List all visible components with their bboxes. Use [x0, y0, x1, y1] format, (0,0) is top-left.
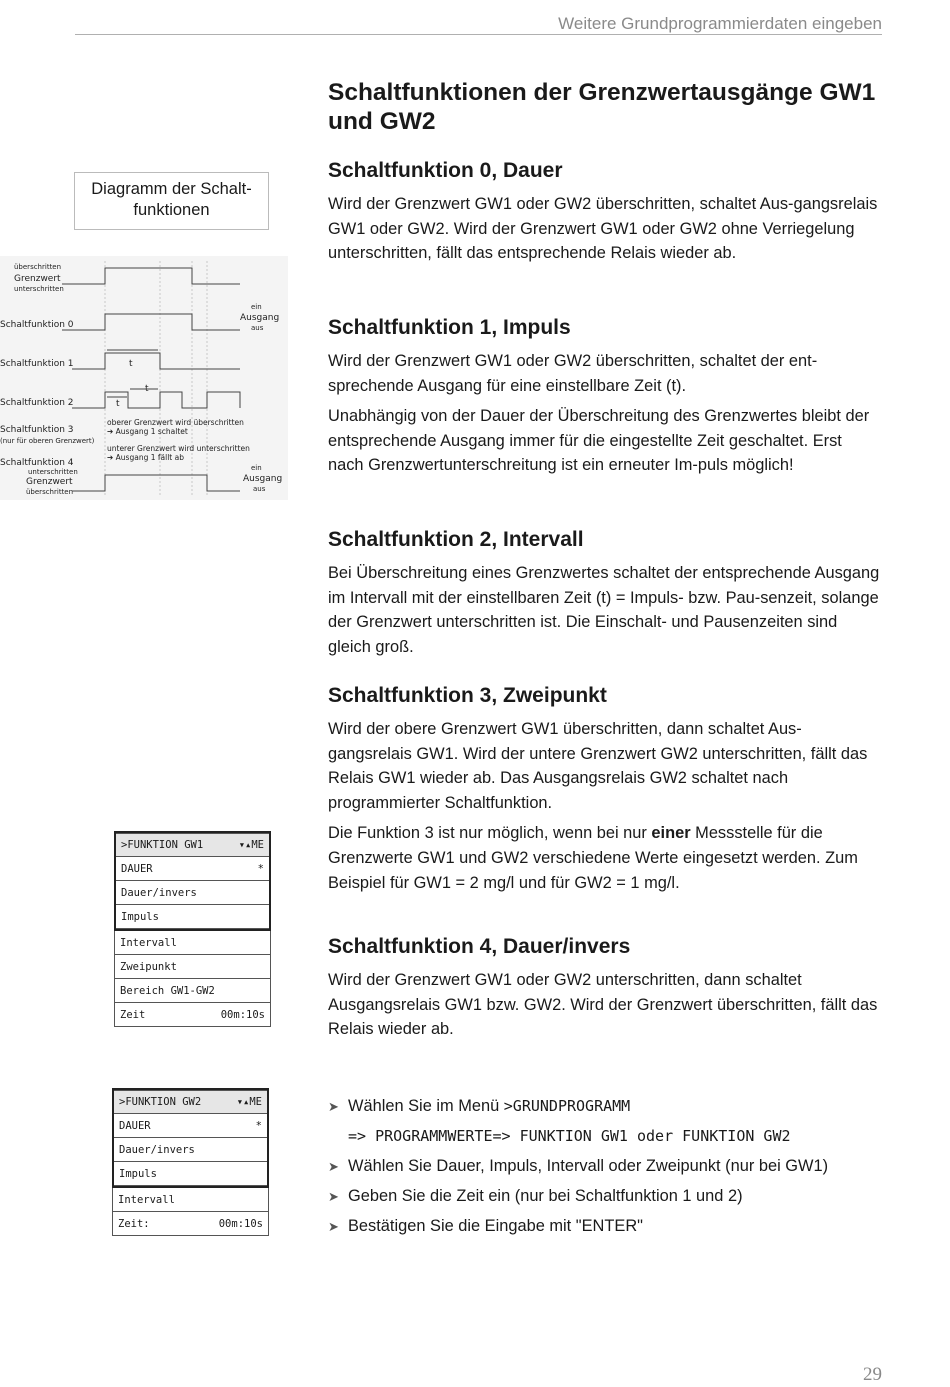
section-heading: Schaltfunktion 2, Intervall: [328, 528, 584, 551]
diagram-label-aus-2: aus: [253, 485, 266, 493]
diagram-label-sf4-ueberschritten: überschritten: [26, 488, 74, 496]
emphasis-text: einer: [651, 824, 691, 843]
section-heading: Schaltfunktion 3, Zweipunkt: [328, 684, 607, 707]
instruction-text: Wählen Sie Dauer, Impuls, Intervall oder Zweipunkt (nur bei GW1): [348, 1157, 829, 1175]
text-run: Die Funktion 3 ist nur möglich, wenn bei nur: [328, 824, 652, 843]
lcd-option-impuls[interactable]: [114, 1162, 267, 1186]
switching-diagram: [0, 256, 288, 500]
diagram-label-grenzwert: Grenzwert: [14, 274, 61, 284]
lcd-option-dauer-invers[interactable]: [116, 881, 269, 905]
lcd-option-label: Bereich GW1-GW2: [120, 984, 215, 997]
lcd-option-intervall[interactable]: [114, 931, 271, 955]
section-paragraph: Wird der Grenzwert GW1 oder GW2 unterschritten, dann schaltet Ausgangsrelais GW1 bzw. GW2. Wird der Grenzwert überschritten, fällt das Relais wieder ab.: [328, 971, 878, 1039]
instruction-item: [328, 1154, 888, 1184]
lcd-option-dauer-invers[interactable]: [114, 1138, 267, 1162]
section-sf3: [328, 683, 880, 901]
lcd-option-zeit[interactable]: [114, 1003, 271, 1027]
lcd-option-label: Zeit:: [118, 1217, 150, 1230]
lcd-option-label: Zweipunkt: [120, 960, 177, 973]
lcd-highlight-frame: [114, 831, 271, 931]
lcd-title: >FUNKTION GW2: [119, 1096, 202, 1108]
text-run: Messstelle für die Grenzwerte GW1 und GW2 verschiedene Werte eingesetzt werden. Zum Beispiel für GW1 = 2 mg/l und für GW2 = 1 mg/l.: [328, 824, 858, 892]
lcd-header-row: [114, 1090, 267, 1114]
instruction-list: [328, 1094, 888, 1244]
diagram-caption-box: Diagramm der Schalt-funktionen: [74, 172, 269, 230]
section-sf2: [328, 527, 880, 665]
diagram-label-unterschritten: unterschritten: [14, 285, 64, 293]
instruction-text: Bestätigen Sie die Eingabe mit "ENTER": [348, 1217, 643, 1235]
diagram-label-ein-2: ein: [251, 464, 262, 472]
section-heading: Schaltfunktion 4, Dauer/invers: [328, 935, 631, 958]
instruction-item: [328, 1094, 888, 1124]
section-paragraph: [328, 821, 880, 895]
lcd-option-label: Intervall: [118, 1193, 175, 1206]
diagram-label-ausgang: Ausgang: [240, 313, 280, 323]
section-paragraph: Wird der Grenzwert GW1 oder GW2 überschritten, schaltet Aus-gangsrelais GW1 oder GW2. Wird der Grenzwert GW1 oder GW2 ohne Verriegelung unterschritten, fällt das entsprechende Relais wieder ab.: [328, 195, 878, 263]
lcd-option-intervall[interactable]: [112, 1188, 269, 1212]
header-rule: [75, 34, 882, 35]
section-heading: Schaltfunktion 1, Impuls: [328, 316, 571, 339]
instruction-text: Wählen Sie im Menü: [348, 1097, 504, 1115]
lcd-menu-gw1: [114, 831, 271, 1027]
lcd-option-zweipunkt[interactable]: [114, 955, 271, 979]
diagram-note-1: oberer Grenzwert wird überschritten: [107, 418, 244, 427]
lcd-title: >FUNKTION GW1: [121, 839, 204, 851]
lcd-option-label: DAUER: [121, 862, 153, 875]
page-title: Schaltfunktionen der Grenzwertausgänge GW1 und GW2: [328, 79, 876, 135]
section-sf4: [328, 934, 880, 1048]
diagram-label-t: t: [145, 384, 149, 394]
section-paragraph: Wird der Grenzwert GW1 oder GW2 überschritten, schaltet der ent-sprechende Ausgang für eine einstellbare Zeit (t).: [328, 352, 818, 395]
lcd-option-label: Impuls: [119, 1167, 157, 1180]
diagram-label-aus: aus: [251, 324, 264, 332]
diagram-label-sf3-note: (nur für oberen Grenzwert): [0, 437, 95, 445]
section-sf0: [328, 158, 880, 272]
lcd-option-zeit[interactable]: [112, 1212, 269, 1236]
diagram-label-t: t: [129, 359, 133, 369]
diagram-label-t: t: [116, 399, 120, 409]
lcd-option-label: DAUER: [119, 1119, 151, 1132]
diagram-label-ein: ein: [251, 303, 262, 311]
diagram-label-sf4-unterschritten: unterschritten: [28, 468, 78, 476]
arrow-bullet-icon: ➤: [328, 1189, 339, 1204]
diagram-label-ueberschritten: überschritten: [14, 263, 62, 271]
lcd-option-label: Dauer/invers: [119, 1143, 195, 1156]
section-paragraph: Wird der obere Grenzwert GW1 überschritten, dann schaltet Aus-gangsrelais GW1. Wird der untere Grenzwert GW2 unterschritten, fällt das Relais GW1 wieder ab. Das Ausgangsrelais GW2 schaltet nach programmierter Schaltfunktion.: [328, 720, 868, 812]
section-paragraph: Bei Überschreitung eines Grenzwertes schaltet der entsprechende Ausgang im Intervall mit der einstellbaren Zeit (t) = Impuls- bzw. Pau-senzeit, solange der Grenzwert unterschritten ist. Die Einschalt- und Pausenzeiten sind gleich groß.: [328, 564, 880, 656]
arrow-bullet-icon: ➤: [328, 1159, 339, 1174]
instruction-item: [328, 1214, 888, 1244]
lcd-option-label: Intervall: [120, 936, 177, 949]
lcd-nav-indicator: ▾▴ME: [236, 1096, 262, 1108]
lcd-time-value: 00m:10s: [220, 1008, 265, 1021]
lcd-option-bereich[interactable]: [114, 979, 271, 1003]
section-heading: Schaltfunktion 0, Dauer: [328, 159, 563, 182]
page-header: Weitere Grundprogrammierdaten eingeben: [558, 14, 882, 33]
lcd-option-impuls[interactable]: [116, 905, 269, 929]
lcd-header-row: [116, 833, 269, 857]
lcd-nav-indicator: ▾▴ME: [238, 839, 264, 851]
diagram-label-sf2: Schaltfunktion 2: [0, 398, 74, 408]
menu-path-text: >GRUNDPROGRAMM: [503, 1097, 631, 1115]
arrow-bullet-icon: ➤: [328, 1099, 339, 1114]
diagram-label-sf3: Schaltfunktion 3: [0, 425, 74, 435]
section-paragraph: Unabhängig von der Dauer der Überschreitung des Grenzwertes bleibt der entsprechende Ausgang immer für die eingestellte Zeit geschaltet. Erst nach Grenzwertunterschreitung ist ein erneuter Im-puls möglich!: [328, 407, 870, 475]
instruction-item-continued: [328, 1124, 888, 1154]
lcd-option-dauer[interactable]: [114, 1114, 267, 1138]
lcd-option-dauer[interactable]: [116, 857, 269, 881]
instruction-text: Geben Sie die Zeit ein (nur bei Schaltfunktion 1 und 2): [348, 1187, 743, 1205]
instruction-item: [328, 1184, 888, 1214]
lcd-option-label: Dauer/invers: [121, 886, 197, 899]
menu-path-text: => PROGRAMMWERTE=> FUNKTION GW1 oder FUNKTION GW2: [348, 1127, 791, 1145]
diagram-note-2: ➔ Ausgang 1 schaltet: [107, 427, 188, 436]
lcd-selected-marker: *: [257, 862, 264, 875]
lcd-menu-gw2: [112, 1088, 269, 1236]
lcd-highlight-frame: [112, 1088, 269, 1188]
diagram-label-sf4-grenzwert: Grenzwert: [26, 477, 73, 487]
lcd-option-label: Impuls: [121, 910, 159, 923]
diagram-label-sf1: Schaltfunktion 1: [0, 359, 74, 369]
diagram-label-ausgang-2: Ausgang: [243, 474, 283, 484]
lcd-time-value: 00m:10s: [218, 1217, 263, 1230]
diagram-note-3: unterer Grenzwert wird unterschritten: [107, 444, 250, 453]
arrow-bullet-icon: ➤: [328, 1219, 339, 1234]
lcd-selected-marker: *: [255, 1119, 262, 1132]
diagram-note-4: ➔ Ausgang 1 fällt ab: [107, 453, 184, 462]
diagram-label-sf4: Schaltfunktion 4: [0, 458, 74, 468]
lcd-option-label: Zeit: [120, 1008, 146, 1021]
page-number: 29: [863, 1364, 882, 1385]
section-sf1: [328, 315, 880, 484]
diagram-label-sf0: Schaltfunktion 0: [0, 320, 74, 330]
